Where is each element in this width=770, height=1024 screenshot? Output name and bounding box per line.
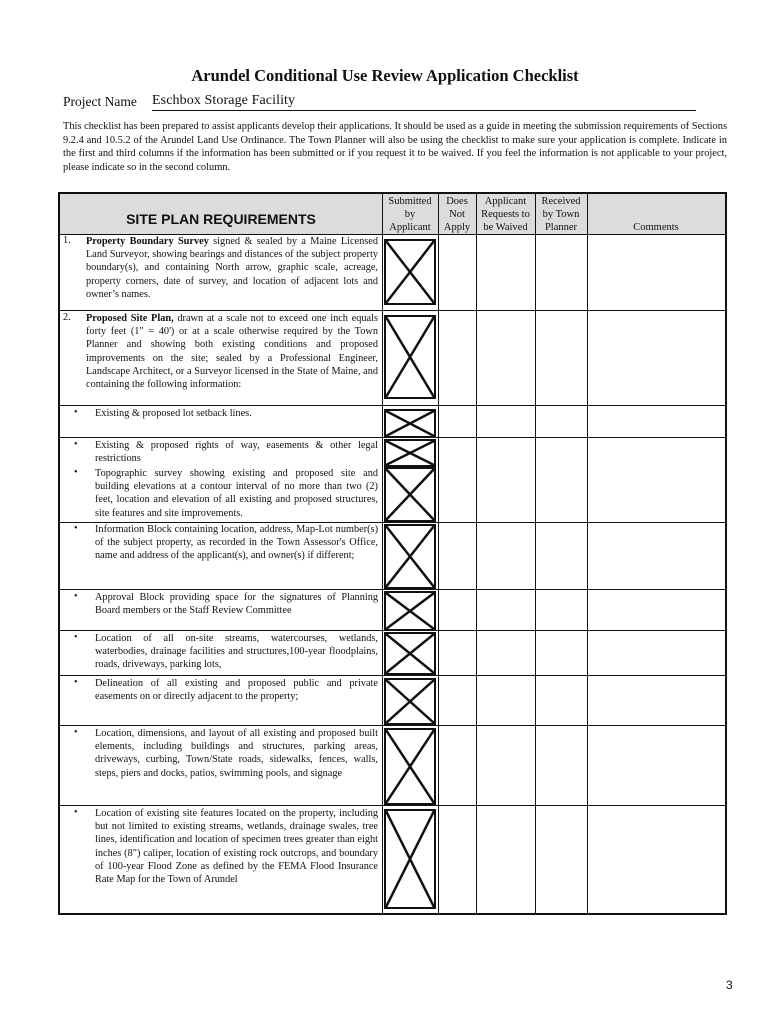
requirement-text	[86, 235, 378, 301]
submitted-checkbox-x[interactable]	[384, 439, 436, 467]
x-mark-icon	[386, 469, 434, 520]
requirement-title: Proposed Site Plan,	[86, 313, 174, 324]
project-name-field[interactable]: Eschbox Storage Facility	[152, 93, 696, 111]
requirement-text	[95, 591, 378, 617]
col-does-not-apply-header	[438, 194, 476, 234]
requirement-text	[95, 523, 378, 563]
col-received-line3: Planner	[544, 222, 578, 234]
x-mark-icon	[386, 241, 434, 303]
requirement-description: Delineation of all existing and proposed public and private easements on or directly adjacent to the property;	[95, 678, 378, 703]
requirement-description: Location of existing site features located on the property, including but not limited to existing streams, wetlands, drainage swales, tree lines, identification and location of specimen trees greater than eight inches (8") caliper, location of existing rock outcrops, and boundary of 100-year Flood Zone as defined by the FEMA Flood Insurance Rate Map for the Town of Arundel	[95, 808, 378, 886]
requirement-text	[95, 407, 378, 420]
row-divider	[60, 310, 725, 311]
col-received-line2: by Town	[542, 209, 580, 221]
col-submitted-line2: by	[404, 209, 416, 221]
bullet-marker: •	[74, 591, 78, 602]
submitted-checkbox-x[interactable]	[384, 632, 436, 675]
bullet-marker: •	[74, 523, 78, 534]
bullet-marker: •	[74, 632, 78, 643]
project-name-label: Project Name	[63, 94, 137, 109]
requirement-description: Topographic survey showing existing and proposed site and building elevations at a contour interval of no more than two (2) feet, location and elevation of all existing and proposed structures, site features and site improvements.	[95, 468, 378, 519]
x-mark-icon	[386, 730, 434, 803]
requirement-text	[95, 727, 378, 780]
requirement-text	[95, 439, 378, 465]
item-number: 1.	[63, 235, 71, 246]
col-dna-line2: Not	[449, 209, 465, 221]
requirement-text	[86, 312, 378, 391]
bullet-marker: •	[74, 677, 78, 688]
bullet-marker: •	[74, 807, 78, 818]
x-mark-icon	[386, 811, 434, 907]
requirement-text	[95, 467, 378, 520]
section-title: SITE PLAN REQUIREMENTS	[126, 211, 316, 227]
table-header	[60, 194, 725, 235]
submitted-checkbox-x[interactable]	[384, 728, 436, 805]
submitted-checkbox-x[interactable]	[384, 809, 436, 909]
requirement-description: Information Block containing location, address, Map-Lot number(s) of the subject property, as recorded in the Town Assessor's Office, name and address of the applicant(s), and owner(s) if different;	[95, 524, 378, 562]
row-divider	[60, 589, 725, 590]
requirement-description: Existing & proposed lot setback lines.	[95, 408, 252, 419]
submitted-checkbox-x[interactable]	[384, 409, 436, 438]
x-mark-icon	[386, 593, 434, 629]
submitted-checkbox-x[interactable]	[384, 591, 436, 631]
item-number: 2.	[63, 312, 71, 323]
x-mark-icon	[386, 634, 434, 673]
row-divider	[60, 405, 725, 406]
row-divider	[60, 675, 725, 676]
requirement-description: drawn at a scale not to exceed one inch equals forty feet (1" = 40') or at a scale otherwise required by the Town Planner and showing both existing conditions and proposed improvements on the site; sealed by a Professional Engineer, Landscape Architect, or a Surveyor licensed in the State of Maine, and containing the following information:	[86, 313, 378, 391]
col-submitted-header	[382, 194, 438, 234]
page-title: Arundel Conditional Use Review Application Checklist	[191, 66, 579, 85]
col-waived-line1: Applicant	[484, 196, 527, 207]
bullet-marker: •	[74, 467, 78, 478]
requirement-description: signed & sealed by a Maine Licensed Land Surveyor, showing bearings and distances of the subject property boundary(s), and containing North arrow, graphic scale, acreage, property corners, date of survey, and location of adjacent lots and owner’s names.	[86, 236, 379, 300]
col-submitted-line3: Applicant	[389, 222, 431, 234]
checklist-table	[58, 192, 727, 915]
x-mark-icon	[386, 411, 434, 436]
submitted-checkbox-x[interactable]	[384, 678, 436, 725]
row-divider	[60, 725, 725, 726]
col-waived-line2: Requests to	[481, 209, 530, 221]
col-received-line1: Received	[541, 196, 581, 207]
requirement-title: Property Boundary Survey	[86, 236, 209, 247]
x-mark-icon	[386, 441, 434, 465]
col-dna-line1: Does	[446, 196, 468, 207]
row-divider	[60, 805, 725, 806]
requirement-description: Existing & proposed rights of way, easements & other legal restrictions	[95, 440, 378, 465]
x-mark-icon	[386, 680, 434, 723]
col-received-header	[535, 194, 587, 234]
requirement-description: Approval Block providing space for the signatures of Planning Board members or the Staff Review Committee	[95, 592, 378, 617]
requirement-text	[95, 632, 378, 672]
bullet-marker: •	[74, 727, 78, 738]
bullet-marker: •	[74, 439, 78, 450]
requirement-description: Location, dimensions, and layout of all existing and proposed built elements, including buildings and structures, parking areas, driveways, curbing, Town/State roads, sidewalks, fences, walls, steps, piers and docks, patios, swimming pools, and signage	[95, 728, 378, 779]
requirement-description: Location of all on-site streams, watercourses, wetlands, waterbodies, drainage facilities and structures,100-year floodplains, roads, driveways, parking lots,	[95, 633, 378, 671]
requirement-text	[95, 677, 378, 703]
col-submitted-line1: Submitted	[388, 196, 432, 207]
intro-paragraph: This checklist has been prepared to assist applicants develop their applications. It should be used as a guide in meeting the submission requirements of Sections 9.2.4 and 10.5.2 of the Arundel Land Use Ordinance. The Town Planner will also be using the checklist to make sure your application is complete. Indicate in the first and third columns if the information has been submitted or if you request it to be waived. If you feel the information is not applicable to your project, please indicate so in the second column.	[63, 121, 727, 173]
col-dna-line3: Apply	[443, 222, 471, 234]
project-name-row	[63, 93, 296, 110]
requirement-text	[95, 807, 378, 886]
x-mark-icon	[386, 317, 434, 397]
submitted-checkbox-x[interactable]	[384, 467, 436, 522]
submitted-checkbox-x[interactable]	[384, 315, 436, 399]
col-waived-line3: be Waived	[483, 222, 528, 234]
col-comments-header: Comments	[633, 222, 679, 233]
col-waived-header	[476, 194, 535, 234]
submitted-checkbox-x[interactable]	[384, 239, 436, 305]
submitted-checkbox-x[interactable]	[384, 524, 436, 589]
bullet-marker: •	[74, 407, 78, 418]
page-number: 3	[726, 978, 733, 992]
x-mark-icon	[386, 526, 434, 587]
